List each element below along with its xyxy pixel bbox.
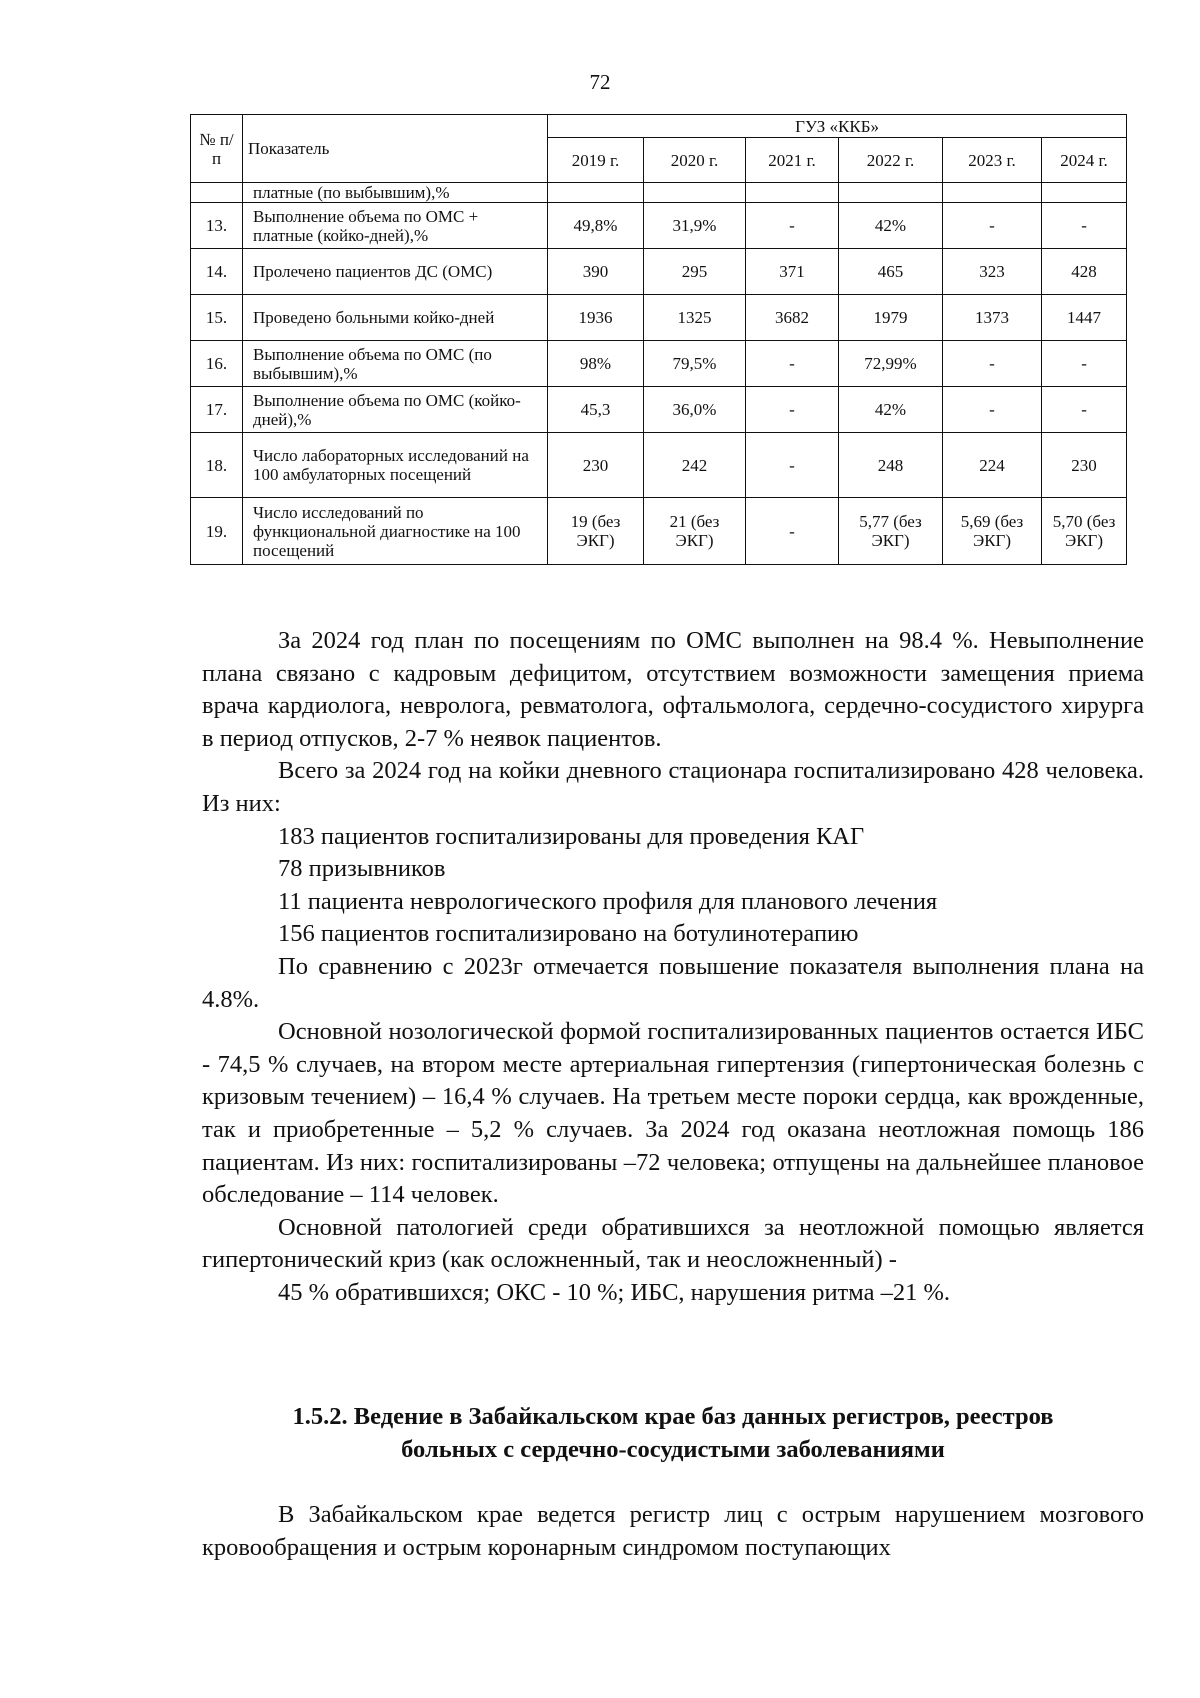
row-number: 19. [191,498,243,565]
table-row [191,183,1127,203]
section-heading-line-1: 1.5.2. Ведение в Забайкальском крае баз данных регистров, реестров [292,1403,1054,1430]
row-value: - [943,203,1042,249]
list-item: 11 пациента неврологического профиля для планового лечения [278,887,938,915]
header-year: 2023 г. [943,138,1042,183]
indicators-table [190,114,1127,565]
table-header [191,115,1127,183]
row-value: 5,77 (без ЭКГ) [839,498,943,565]
row-value: 5,70 (без ЭКГ) [1042,498,1127,565]
row-value: 230 [1042,433,1127,498]
row-number [191,183,243,203]
row-value: 1979 [839,295,943,341]
row-value: 390 [548,249,644,295]
row-value [746,183,839,203]
row-value: 3682 [746,295,839,341]
paragraph-pathology: Основной патологией среди обратившихся за неотложной помощью является гипертонический криз (как осложненный, так и неосложненный) - [202,1213,1144,1274]
row-value: 49,8% [548,203,644,249]
row-value: - [1042,387,1127,433]
list-item: 156 пациентов госпитализировано на ботулинотерапию [278,920,859,948]
row-number: 18. [191,433,243,498]
page-number: 72 [589,70,611,94]
header-year: 2019 г. [548,138,644,183]
row-value [1042,183,1127,203]
row-value: - [943,341,1042,387]
table-row [191,433,1127,498]
row-value: 98% [548,341,644,387]
row-indicator: Выполнение объема по ОМС + платные (койко-дней),% [243,203,548,249]
row-value: 1325 [644,295,746,341]
row-value: 5,69 (без ЭКГ) [943,498,1042,565]
row-value: 19 (без ЭКГ) [548,498,644,565]
row-value: 79,5% [644,341,746,387]
row-value: - [1042,341,1127,387]
row-value: 21 (без ЭКГ) [644,498,746,565]
row-value: 323 [943,249,1042,295]
paragraph-pathology-stats: 45 % обратившихся; ОКС - 10 %; ИБС, нарушения ритма –21 %. [278,1278,951,1306]
row-value: 224 [943,433,1042,498]
header-org: ГУЗ «ККБ» [548,115,1127,138]
header-year: 2024 г. [1042,138,1127,183]
table-row [191,249,1127,295]
row-indicator: Проведено больными койко-дней [243,295,548,341]
table-row [191,203,1127,249]
row-number: 14. [191,249,243,295]
row-value: 248 [839,433,943,498]
row-value: 31,9% [644,203,746,249]
row-value: 45,3 [548,387,644,433]
row-value: 242 [644,433,746,498]
header-year: 2021 г. [746,138,839,183]
table-row [191,295,1127,341]
row-value: - [746,341,839,387]
row-value: 42% [839,387,943,433]
row-value: 465 [839,249,943,295]
row-indicator: Число лабораторных исследований на 100 амбулаторных посещений [243,433,548,498]
section-heading-line-2: больных с сердечно-сосудистыми заболеваниями [401,1435,945,1463]
row-value: - [943,387,1042,433]
row-value: - [746,203,839,249]
row-value: - [1042,203,1127,249]
row-value: 72,99% [839,341,943,387]
paragraph-nosology: Основной нозологической формой госпитализированных пациентов остается ИБС - 74,5 % случаев, на втором месте артериальная гипертензия (гипертоническая болезнь с кризовым течением) – 16,4 % случаев. На третьем месте пороки сердца, как врожденные, так и приобретенные – 5,2 % случаев. За 2024 год оказана неотложная помощь 186 пациентам. Из них: госпитализированы –72 человека; отпущены на дальнейшее плановое обследование – 114 человек. [202,1018,1144,1209]
header-num: № п/п [191,115,243,183]
row-value: - [746,433,839,498]
paragraph-comparison: По сравнению с 2023г отмечается повышение показателя выполнения плана на 4.8%. [202,952,1144,1013]
row-number: 15. [191,295,243,341]
row-value: 428 [1042,249,1127,295]
row-indicator: Пролечено пациентов ДС (ОМС) [243,249,548,295]
section-heading [202,1401,1144,1466]
row-value: 42% [839,203,943,249]
row-value: - [746,498,839,565]
paragraph-registry: В Забайкальском крае ведется регистр лиц с острым нарушением мозгового кровообращения и острым коронарным синдромом поступающих [202,1501,1144,1561]
section-text [202,1499,1144,1564]
row-indicator: платные (по выбывшим),% [243,183,548,203]
row-value [943,183,1042,203]
header-year: 2020 г. [644,138,746,183]
row-value: 230 [548,433,644,498]
row-number: 16. [191,341,243,387]
row-value: 1373 [943,295,1042,341]
row-value: 1936 [548,295,644,341]
table-row [191,341,1127,387]
list-item: 183 пациентов госпитализированы для проведения КАГ [278,822,865,850]
row-value: 1447 [1042,295,1127,341]
table-row [191,387,1127,433]
row-value [644,183,746,203]
row-value: 295 [644,249,746,295]
row-indicator: Выполнение объема по ОМС (по выбывшим),% [243,341,548,387]
row-indicator: Выполнение объема по ОМС (койко-дней),% [243,387,548,433]
header-indicator: Показатель [243,115,548,183]
row-number: 13. [191,203,243,249]
table-row [191,498,1127,565]
report-text [202,625,1144,1309]
row-value [548,183,644,203]
paragraph-plan-visits: За 2024 год план по посещениям по ОМС выполнен на 98.4 %. Невыполнение плана связано с кадровым дефицитом, отсутствием возможности замещения приема врача кардиолога, невролога, ревматолога, офтальмолога, сердечно-сосудистого хирурга в период отпусков, 2-7 % неявок пациентов. [202,627,1144,752]
row-value: 371 [746,249,839,295]
list-item: 78 призывников [278,855,446,883]
header-year: 2022 г. [839,138,943,183]
row-number: 17. [191,387,243,433]
table-body [191,183,1127,565]
paragraph-day-hospital: Всего за 2024 год на койки дневного стационара госпитализировано 428 человека. Из них: [202,757,1144,817]
row-value [839,183,943,203]
row-value: 36,0% [644,387,746,433]
row-indicator: Число исследований по функциональной диагностике на 100 посещений [243,498,548,565]
row-value: - [746,387,839,433]
